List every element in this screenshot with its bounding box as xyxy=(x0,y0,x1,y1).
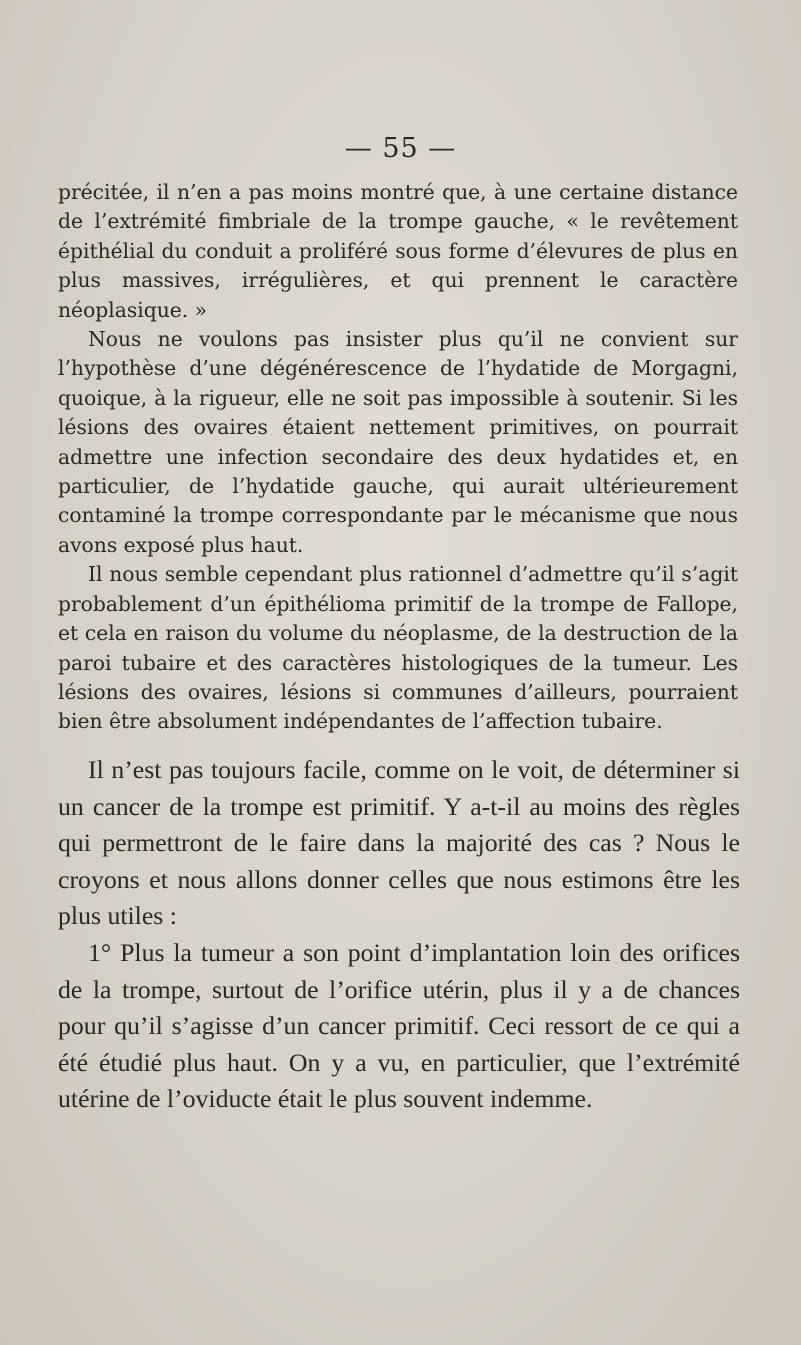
paragraph: Nous ne voulons pas insister plus qu’il ne convient sur l’hypothèse d’une dégénérescence de l’hydatide de Morgagni, quoique, à la rigueur, elle ne soit pas impossible à soutenir. Si les lésions des ovaires étaient nettement primitives, on pourrait admettre une infection secondaire des deux hydatides et, en particulier, de l’hydatide gauche, qui aurait ultérieurement contaminé la trompe correspondante par le mécanisme que nous avons exposé plus haut. xyxy=(58,327,738,557)
paragraph: 1° Plus la tumeur a son point d’implantation loin des orifices de la trompe, surtout de l’orifice utérin, plus il y a de chances pour qu’il s’agisse d’un cancer primitif. Ceci ressort de ce qui a été étudié plus haut. On y a vu, en particulier, que l’extrémité utérine de l’oviducte était le plus souvent indemme. xyxy=(58,937,740,1114)
paragraph: Il nous semble cependant plus rationnel d’admettre qu’il s’agit probablement d’un épithélioma primitif de la trompe de Fallope, et cela en raison du volume du néoplasme, de la destruction de la paroi tubaire et des caractères histologiques de la tumeur. Les lésions des ovaires, lésions si communes d’ailleurs, pourraient bien être absolument indépendantes de l’affection tubaire. xyxy=(58,562,738,734)
paragraph: Il n’est pas toujours facile, comme on le voit, de déterminer si un cancer de la trompe est primitif. Y a-t-il au moins des règles qui permettront de le faire dans la majorité des cas ? Nous le croyons et nous allons donner celles que nous estimons être les plus utiles : xyxy=(58,755,740,931)
body-text-small xyxy=(58,178,738,737)
paragraph: précitée, il n’en a pas moins montré que, à une certaine distance de l’extrémité fimbriale de la trompe gauche, « le revêtement épithélial du conduit a proliféré sous forme d’élevures de plus en plus massives, irrégulières, et qui prennent le caractère néoplasique. » xyxy=(58,180,738,322)
body-text-large xyxy=(58,752,740,1118)
page-number: — 55 — xyxy=(344,133,457,164)
